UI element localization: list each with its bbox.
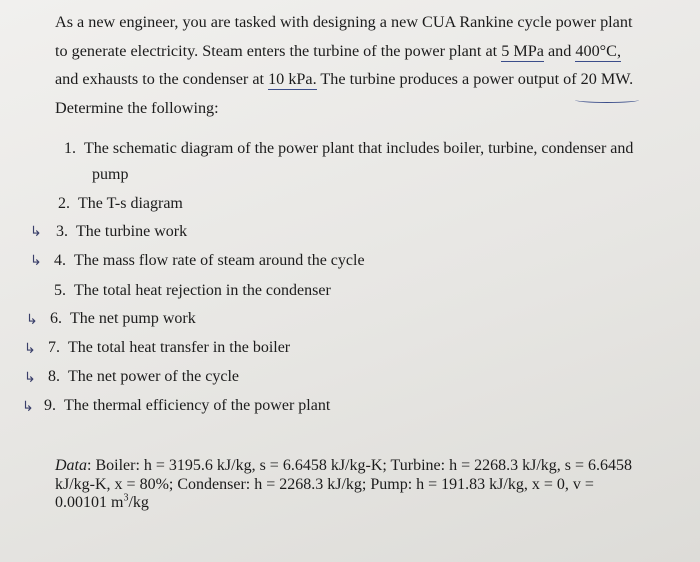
intro-text: and exhausts to the condenser at: [55, 70, 269, 88]
problem-statement: [55, 8, 675, 122]
list-item-continuation: pump: [92, 166, 129, 183]
list-item: [28, 397, 330, 415]
list-item: [38, 252, 365, 270]
item-text: The T-s diagram: [78, 195, 183, 212]
data-text: 0.00101 m: [55, 494, 124, 511]
list-item: [42, 195, 183, 213]
intro-line-1: As a new engineer, you are tasked with designing a new CUA Rankine cycle power plant: [55, 13, 633, 31]
item-number: 6.: [50, 310, 62, 327]
intro-line-4: Determine the following:: [55, 98, 219, 117]
intro-text: to generate electricity. Steam enters the turbine of the power plant at: [55, 41, 502, 60]
intro-line-3: [55, 65, 675, 94]
item-text: The net power of the cycle: [68, 368, 240, 385]
item-number: 1.: [64, 140, 76, 157]
check-mark-icon: ↳: [30, 224, 42, 240]
data-line-1: [55, 457, 685, 476]
list-item: [48, 140, 633, 158]
check-mark-icon: ↳: [24, 341, 36, 357]
item-number: 2.: [58, 195, 70, 212]
item-number: 3.: [56, 223, 68, 240]
item-text: The mass flow rate of steam around the cycle: [74, 252, 365, 269]
item-number: 4.: [54, 252, 66, 269]
data-line-2: kJ/kg-K, x = 80%; Condenser: h = 2268.3 kJ/kg; Pump: h = 191.83 kJ/kg, x = 0, v =: [55, 475, 594, 493]
given-data: [55, 457, 685, 513]
list-item: [32, 339, 290, 357]
superscript: 3: [123, 492, 129, 504]
item-text: The total heat rejection in the condenser: [74, 282, 331, 299]
list-item: [34, 310, 196, 328]
item-text: The net pump work: [70, 310, 196, 327]
item-text: The thermal efficiency of the power plant: [64, 397, 331, 414]
item-text: The schematic diagram of the power plant that includes boiler, turbine, condenser and: [84, 140, 634, 157]
data-line-3: [55, 494, 685, 513]
check-mark-icon: ↳: [24, 370, 36, 386]
pressure-condenser: 10 kPa.: [268, 70, 317, 88]
data-text: : Boiler: h = 3195.6 kJ/kg, s = 6.6458 kJ/kg-K; Turbine: h = 2268.3 kJ/kg, s = 6.6458: [87, 457, 633, 474]
item-number: 9.: [44, 397, 56, 414]
pressure-inlet: 5 MPa: [501, 41, 544, 60]
item-text: The total heat transfer in the boiler: [68, 339, 291, 356]
intro-text: The turbine produces a power output of: [316, 70, 581, 88]
list-item: [32, 368, 239, 386]
check-mark-icon: ↳: [22, 399, 34, 415]
list-item: [40, 223, 187, 241]
temperature-inlet: 400°C,: [575, 41, 621, 60]
list-item: [38, 282, 331, 300]
item-number: 5.: [54, 282, 66, 299]
check-mark-icon: ↳: [26, 312, 38, 328]
check-mark-icon: ↳: [30, 253, 42, 269]
item-number: 8.: [48, 368, 60, 385]
power-output: 20 MW.: [581, 65, 633, 94]
intro-text: and: [543, 41, 576, 60]
data-text: /kg: [128, 494, 149, 511]
data-label: Data: [55, 457, 87, 474]
intro-line-2: [55, 37, 675, 66]
item-text: The turbine work: [76, 223, 188, 240]
item-number: 7.: [48, 339, 60, 356]
